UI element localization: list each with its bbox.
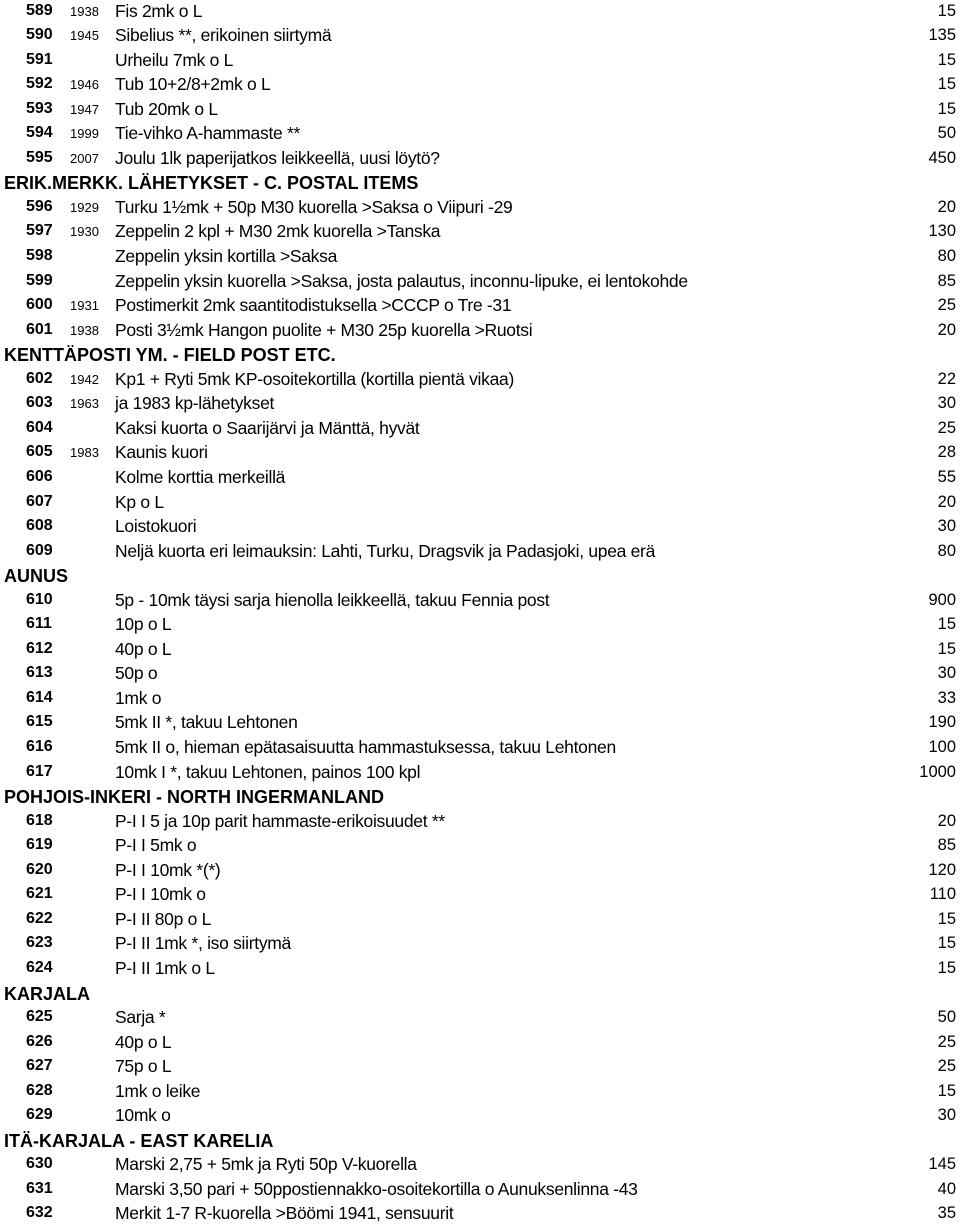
lot-row [0, 244, 960, 269]
lot-description: P-I I 10mk *(*) [115, 859, 221, 880]
lot-row [0, 760, 960, 785]
lot-row [0, 195, 960, 220]
lot-price: 15 [937, 639, 956, 658]
lot-description: 50p o [115, 663, 158, 684]
lot-price: 20 [937, 492, 956, 511]
lot-row [0, 1201, 960, 1226]
lot-number: 604 [26, 418, 53, 436]
lot-number: 619 [26, 836, 53, 854]
lot-row [0, 686, 960, 711]
lot-price: 130 [928, 222, 956, 241]
lot-number: 611 [26, 615, 52, 633]
lot-description: P-I II 80p o L [115, 908, 211, 929]
section-title: AUNUS [4, 566, 69, 587]
lot-price: 20 [937, 320, 956, 339]
lot-description: Marski 2,75 + 5mk ja Ryti 50p V-kuorella [115, 1154, 417, 1175]
lot-row [0, 735, 960, 760]
lot-description: P-I I 10mk o [115, 884, 206, 905]
lot-row [0, 318, 960, 343]
lot-number: 618 [26, 811, 53, 829]
lot-number: 599 [26, 271, 53, 289]
lot-number: 615 [26, 713, 53, 731]
lot-row [0, 490, 960, 515]
lot-number: 629 [26, 1106, 53, 1124]
lot-price: 20 [937, 197, 956, 216]
lot-description: Kp o L [115, 491, 164, 512]
lot-description: Kolme korttia merkeillä [115, 466, 286, 487]
lot-description: 40p o L [115, 638, 172, 659]
lot-row [0, 661, 960, 686]
lot-description: Kaunis kuori [115, 442, 208, 463]
lot-row [0, 465, 960, 490]
lot-price: 15 [937, 909, 956, 928]
lot-description: P-I II 1mk o L [115, 957, 215, 978]
lot-description: 40p o L [115, 1031, 172, 1052]
lot-number: 617 [26, 762, 53, 780]
lot-number: 614 [26, 688, 53, 706]
lot-description: Turku 1½mk + 50p M30 kuorella >Saksa o Viipuri -29 [115, 196, 513, 217]
lot-year: 1947 [70, 101, 99, 117]
lot-description: Tub 10+2/8+2mk o L [115, 74, 271, 95]
lot-number: 589 [26, 1, 53, 19]
lot-price: 100 [928, 738, 956, 756]
lot-price: 28 [937, 443, 956, 462]
lot-year: 1942 [70, 371, 99, 387]
lot-number: 605 [26, 443, 53, 461]
lot-price: 900 [928, 590, 956, 609]
lot-price: 1000 [919, 762, 956, 781]
lot-description: 5p - 10mk täysi sarja hienolla leikkeellä, takuu Fennia post [115, 589, 550, 610]
lot-price: 15 [937, 1081, 956, 1100]
lot-number: 596 [26, 197, 53, 215]
lot-description: ja 1983 kp-lähetykset [115, 393, 275, 414]
lot-price: 85 [937, 271, 956, 290]
lot-row [0, 391, 960, 416]
lot-row [0, 23, 960, 48]
section-heading [0, 784, 960, 809]
section-heading [0, 342, 960, 367]
lot-row [0, 293, 960, 318]
lot-description: 5mk II *, takuu Lehtonen [115, 712, 298, 733]
lot-row [0, 269, 960, 294]
lot-description: Zeppelin 2 kpl + M30 2mk kuorella >Tanska [115, 221, 441, 242]
lot-number: 594 [26, 124, 53, 142]
lot-row [0, 637, 960, 662]
lot-number: 591 [26, 50, 53, 68]
lot-description: Zeppelin yksin kuorella >Saksa, josta palautus, inconnu-lipuke, ei lentokohde [115, 270, 688, 291]
lot-description: Postimerkit 2mk saantitodistuksella >CCCP o Tre -31 [115, 295, 512, 316]
lot-number: 632 [26, 1204, 53, 1222]
section-heading [0, 170, 960, 195]
lot-row [0, 539, 960, 564]
lot-description: 1mk o [115, 687, 162, 708]
lot-number: 623 [26, 934, 53, 952]
lot-price: 15 [937, 1, 956, 20]
lot-row [0, 882, 960, 907]
lot-description: Merkit 1-7 R-kuorella >Böömi 1941, sensuurit [115, 1203, 454, 1224]
lot-description: Sibelius **, erikoinen siirtymä [115, 25, 332, 46]
lot-price: 190 [928, 713, 956, 732]
lot-price: 55 [937, 467, 956, 486]
lot-description: P-I I 5 ja 10p parit hammaste-erikoisuudet ** [115, 810, 445, 831]
lot-description: Urheilu 7mk o L [115, 49, 234, 70]
lot-number: 631 [26, 1179, 53, 1197]
lot-number: 620 [26, 860, 53, 878]
lot-row [0, 97, 960, 122]
lot-row [0, 612, 960, 637]
lot-row [0, 588, 960, 613]
lot-row [0, 146, 960, 171]
lot-number: 603 [26, 394, 53, 412]
lot-row [0, 931, 960, 956]
lot-price: 120 [928, 860, 956, 879]
lot-row [0, 809, 960, 834]
lot-price: 25 [937, 296, 956, 315]
lot-number: 610 [26, 590, 53, 608]
lot-number: 621 [26, 885, 53, 903]
lot-price: 50 [937, 124, 956, 143]
lot-number: 628 [26, 1081, 53, 1099]
lot-row [0, 1177, 960, 1202]
lot-price: 30 [937, 394, 956, 413]
lot-row [0, 710, 960, 735]
lot-price: 450 [928, 148, 956, 167]
lot-description: 10mk I *, takuu Lehtonen, painos 100 kpl [115, 761, 421, 782]
lot-year: 1945 [70, 28, 99, 44]
section-title: ERIK.MERKK. LÄHETYKSET - C. POSTAL ITEMS [4, 173, 419, 194]
lot-price: 25 [937, 1032, 956, 1051]
lot-description: 5mk II o, hieman epätasaisuutta hammastuksessa, takuu Lehtonen [115, 737, 616, 757]
lot-description: 10mk o [115, 1105, 171, 1126]
lot-row [0, 1030, 960, 1055]
lot-description: Marski 3,50 pari + 50ppostiennakko-osoitekortilla o Aunuksenlinna -43 [115, 1178, 638, 1199]
lot-description: P-I I 5mk o [115, 835, 197, 856]
lot-year: 1938 [70, 3, 99, 19]
section-title: ITÄ-KARJALA - EAST KARELIA [4, 1130, 274, 1151]
lot-row [0, 219, 960, 244]
lot-number: 612 [26, 639, 53, 657]
lot-price: 30 [937, 664, 956, 683]
section-title: POHJOIS-INKERI - NORTH INGERMANLAND [4, 787, 385, 808]
lot-price: 30 [937, 517, 956, 536]
lot-price: 80 [937, 541, 956, 560]
lot-year: 1963 [70, 396, 99, 412]
lot-row [0, 1152, 960, 1177]
lot-description: Loistokuori [115, 516, 197, 537]
lot-price: 20 [937, 811, 956, 830]
lot-year: 1938 [70, 322, 99, 338]
lot-description: Posti 3½mk Hangon puolite + M30 25p kuorella >Ruotsi [115, 319, 533, 340]
section-heading [0, 981, 960, 1006]
lot-number: 609 [26, 541, 53, 559]
lot-number: 597 [26, 222, 53, 240]
lot-description: Sarja * [115, 1007, 166, 1028]
lot-year: 1946 [70, 77, 99, 93]
lot-price: 40 [937, 1179, 956, 1198]
lot-price: 15 [937, 615, 956, 634]
lot-row [0, 121, 960, 146]
lot-number: 602 [26, 369, 53, 387]
lot-price: 85 [937, 836, 956, 855]
lot-row [0, 858, 960, 883]
lot-number: 613 [26, 664, 53, 682]
lot-description: 75p o L [115, 1056, 172, 1077]
lot-row [0, 907, 960, 932]
lot-number: 598 [26, 247, 53, 264]
lot-number: 616 [26, 738, 53, 755]
lot-number: 601 [26, 320, 53, 338]
lot-row [0, 1103, 960, 1128]
lot-price: 145 [928, 1155, 956, 1174]
lot-price: 80 [937, 247, 956, 265]
lot-row [0, 72, 960, 97]
lot-row [0, 1054, 960, 1079]
lot-number: 622 [26, 909, 53, 927]
lot-price: 25 [937, 1057, 956, 1076]
lot-description: Joulu 1lk paperijatkos leikkeellä, uusi löytö? [115, 147, 440, 168]
lot-row [0, 1079, 960, 1104]
lot-number: 624 [26, 958, 53, 976]
lot-price: 22 [937, 369, 956, 388]
lot-year: 2007 [70, 150, 99, 166]
lot-description: Neljä kuorta eri leimauksin: Lahti, Turku, Dragsvik ja Padasjoki, upea erä [115, 540, 656, 561]
lot-year: 1931 [70, 298, 99, 314]
lot-price: 35 [937, 1204, 956, 1223]
lot-row [0, 514, 960, 539]
lot-description: Kp1 + Ryti 5mk KP-osoitekortilla (kortilla pientä vikaa) [115, 368, 514, 389]
lot-price: 110 [929, 885, 956, 904]
lot-description: 10p o L [115, 614, 172, 635]
lot-description: Tub 20mk o L [115, 98, 218, 119]
lot-price: 15 [937, 99, 956, 118]
lot-number: 627 [26, 1057, 53, 1075]
lot-row [0, 48, 960, 73]
lot-number: 607 [26, 492, 53, 510]
lot-row [0, 1005, 960, 1030]
section-heading [0, 1128, 960, 1153]
lot-number: 593 [26, 99, 53, 117]
lot-number: 600 [26, 296, 53, 314]
lot-price: 15 [937, 958, 956, 977]
lot-price: 15 [937, 50, 956, 69]
lot-number: 630 [26, 1155, 53, 1173]
lot-row [0, 0, 960, 23]
lot-year: 1929 [70, 199, 99, 215]
section-heading [0, 563, 960, 588]
lot-description: Kaksi kuorta o Saarijärvi ja Mänttä, hyvät [115, 417, 420, 438]
lot-row [0, 440, 960, 465]
lot-price: 15 [937, 934, 956, 953]
lot-row [0, 833, 960, 858]
lot-number: 606 [26, 467, 53, 485]
lot-year: 1930 [70, 224, 99, 240]
section-title: KARJALA [4, 983, 91, 1004]
lot-description: Tie-vihko A-hammaste ** [115, 123, 301, 144]
lot-description: P-I II 1mk *, iso siirtymä [115, 933, 291, 954]
lot-row [0, 416, 960, 441]
lot-year: 1999 [70, 126, 99, 142]
lot-number: 590 [26, 26, 53, 44]
lot-price: 30 [937, 1106, 956, 1125]
lot-number: 595 [26, 148, 53, 166]
lot-description: 1mk o leike [115, 1080, 201, 1101]
lot-price: 135 [928, 26, 956, 45]
lot-price: 33 [937, 688, 956, 707]
lot-price: 50 [937, 1008, 956, 1027]
lot-number: 592 [26, 75, 53, 93]
lot-description: Fis 2mk o L [115, 0, 203, 21]
lot-row [0, 367, 960, 392]
lot-price: 15 [937, 75, 956, 94]
lot-row [0, 956, 960, 981]
lot-year: 1983 [70, 445, 99, 461]
lot-description: Zeppelin yksin kortilla >Saksa [115, 246, 338, 266]
lot-number: 626 [26, 1032, 53, 1050]
lot-price: 25 [937, 418, 956, 437]
lot-number: 625 [26, 1008, 53, 1026]
section-title: KENTTÄPOSTI YM. - FIELD POST ETC. [4, 345, 336, 366]
lot-number: 608 [26, 517, 53, 535]
